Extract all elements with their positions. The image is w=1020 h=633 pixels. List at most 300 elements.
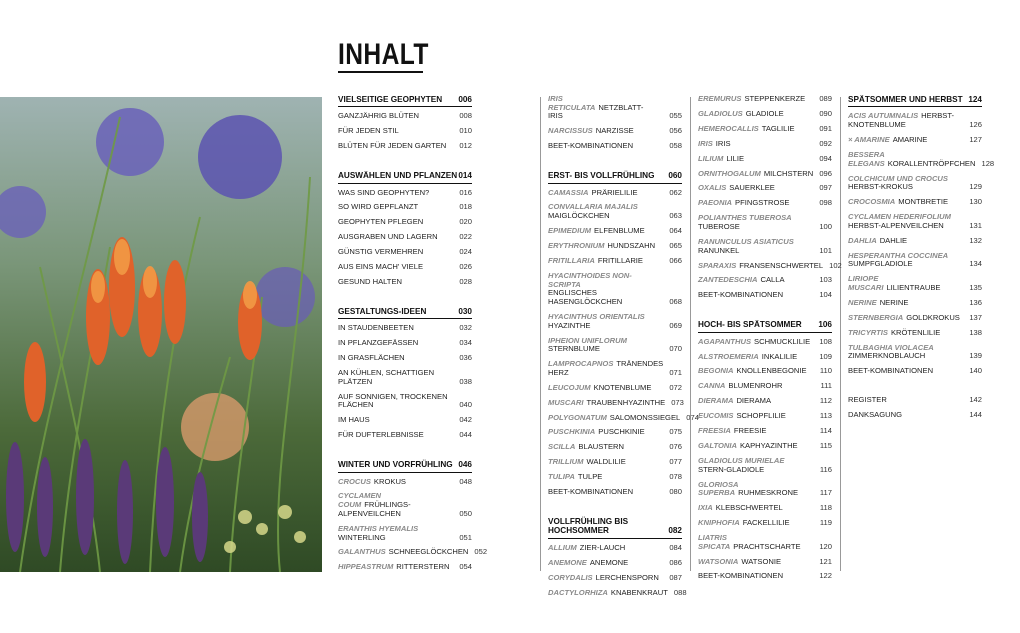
- toc-entry[interactable]: [338, 478, 472, 487]
- toc-entry[interactable]: [848, 299, 982, 308]
- toc-entry-latin-name: × AMARINE: [848, 135, 890, 145]
- toc-entry-text: [548, 313, 664, 330]
- toc-entry[interactable]: [548, 559, 682, 568]
- toc-entry[interactable]: [848, 112, 982, 129]
- toc-entry-latin-name: BESSERA ELEGANS: [848, 149, 885, 168]
- section-spacer: [698, 306, 832, 320]
- toc-entry[interactable]: [548, 203, 682, 220]
- toc-entry[interactable]: [698, 534, 832, 551]
- section-heading-page: 124: [968, 95, 982, 104]
- toc-entry[interactable]: [548, 360, 682, 377]
- toc-entry-name: STERNBLUME: [548, 344, 600, 354]
- toc-entry-page: 042: [459, 415, 472, 425]
- toc-entry-text: [338, 278, 454, 287]
- section-spacer: [338, 157, 472, 171]
- toc-entry-latin-name: KNIPHOFIA: [698, 518, 740, 528]
- toc-entry-page: 028: [459, 277, 472, 286]
- toc-entry-name: SAUERKLEE: [729, 183, 775, 193]
- toc-entry[interactable]: [848, 213, 982, 230]
- toc-column-4: [848, 95, 995, 426]
- toc-entry-text: [338, 354, 454, 363]
- toc-entry-text: [698, 367, 814, 376]
- toc-entry[interactable]: [548, 384, 682, 393]
- toc-entry[interactable]: [338, 203, 472, 212]
- toc-entry-page: 116: [819, 464, 832, 474]
- toc-entry-name: SCHMUCKLILIE: [754, 336, 811, 346]
- toc-entry[interactable]: [848, 329, 982, 338]
- toc-entry[interactable]: [338, 563, 472, 572]
- toc-entry-name: FACKELLILIE: [742, 518, 790, 528]
- toc-entry-latin-name: WATSONIA: [698, 556, 739, 566]
- toc-entry[interactable]: [338, 492, 472, 518]
- toc-entry[interactable]: [698, 260, 842, 271]
- toc-entry-name: WINTERLING: [338, 532, 386, 542]
- toc-entry-text: [338, 478, 454, 487]
- toc-entry[interactable]: [338, 369, 472, 386]
- toc-entry-page: 100: [819, 221, 832, 231]
- toc-entry-name: BEET-KOMBINATIONEN: [698, 571, 784, 581]
- toc-entry-name: ELFENBLUME: [594, 226, 645, 236]
- section-heading[interactable]: [338, 171, 472, 183]
- toc-entry-text: [548, 589, 674, 598]
- toc-entry[interactable]: [698, 238, 832, 255]
- toc-entry-text: [698, 558, 814, 567]
- toc-entry[interactable]: [698, 184, 832, 193]
- toc-entry[interactable]: [548, 227, 682, 236]
- section-heading-page: 046: [458, 460, 472, 470]
- toc-column-3: [698, 94, 842, 587]
- toc-entry-name: INKALILIE: [761, 351, 798, 361]
- toc-entry-text: [338, 525, 454, 542]
- toc-entry[interactable]: [698, 140, 832, 149]
- toc-entry-name: DAHLIE: [879, 235, 908, 245]
- toc-entry[interactable]: [338, 189, 472, 198]
- toc-entry-name: KAPHYAZINTHE: [739, 440, 798, 450]
- toc-entry[interactable]: [548, 189, 682, 198]
- toc-entry-name: PRÄRIELILIE: [591, 187, 638, 197]
- toc-entry-page: 044: [459, 430, 472, 440]
- toc-entry[interactable]: [338, 142, 472, 151]
- toc-entry-name: AUS EINS MACH' VIELE: [338, 262, 424, 272]
- toc-entry-name: KROKUS: [373, 476, 406, 486]
- toc-entry-text: [698, 338, 816, 347]
- toc-entry[interactable]: [548, 257, 682, 266]
- toc-entry-page: 034: [459, 338, 472, 348]
- toc-entry-name: TRÄNENDES HERZ: [548, 359, 664, 377]
- toc-entry[interactable]: [338, 248, 472, 257]
- toc-entry-text: [548, 384, 664, 393]
- toc-entry-text: [698, 155, 814, 164]
- section-heading-label: VOLLFRÜHLING BIS HOCHSOMMER: [548, 517, 629, 536]
- toc-entry-text: [698, 382, 814, 391]
- column-divider: [840, 97, 841, 571]
- toc-entry-text: [698, 412, 814, 421]
- toc-entry-name: AN KÜHLEN, SCHATTIGEN PLÄTZEN: [338, 368, 435, 386]
- toc-entry-name: GESUND HALTEN: [338, 277, 402, 286]
- toc-entry-text: [848, 367, 964, 376]
- toc-entry[interactable]: [338, 525, 472, 542]
- toc-entry-page: 097: [819, 183, 832, 193]
- toc-entry[interactable]: [338, 127, 472, 136]
- toc-entry-text: [338, 112, 454, 121]
- toc-entry-page: 048: [459, 476, 472, 486]
- toc-entry[interactable]: [548, 337, 682, 354]
- toc-entry-page: 118: [819, 503, 832, 513]
- toc-entry[interactable]: [848, 237, 982, 246]
- toc-entry[interactable]: [698, 338, 832, 347]
- toc-entry-text: [548, 414, 686, 423]
- toc-entry-latin-name: CROCUS: [338, 476, 371, 486]
- toc-entry-page: 073: [671, 397, 684, 407]
- toc-entry-name: GÜNSTIG VERMEHREN: [338, 247, 424, 257]
- toc-entry-page: 032: [459, 323, 472, 333]
- toc-entry-name: STEPPENKERZE: [744, 94, 806, 103]
- toc-entry-name: SALOMONSSIEGEL: [609, 412, 681, 422]
- toc-entry-page: 080: [669, 487, 682, 497]
- toc-entry-page: 098: [819, 198, 832, 208]
- toc-entry-page: 122: [819, 571, 832, 581]
- toc-entry-text: [338, 142, 454, 151]
- toc-entry-page: 051: [459, 532, 472, 542]
- toc-entry[interactable]: [698, 504, 832, 513]
- toc-entry-text: [548, 227, 664, 236]
- column-divider: [540, 97, 541, 571]
- toc-entry[interactable]: [848, 314, 982, 323]
- toc-entry-page: 040: [459, 400, 472, 410]
- toc-entry-name: NETZBLATT-IRIS: [548, 102, 644, 121]
- toc-entry-page: 050: [459, 508, 472, 518]
- toc-entry-page: 010: [459, 126, 472, 136]
- toc-entry-text: [548, 488, 664, 497]
- toc-entry[interactable]: [848, 275, 982, 292]
- toc-entry-text: [338, 324, 454, 333]
- toc-entry[interactable]: [698, 276, 832, 285]
- toc-entry-latin-name: HESPERANTHA COCCINEA: [848, 250, 949, 260]
- page-title: INHALT: [338, 38, 429, 71]
- toc-entry-page: 078: [669, 472, 682, 482]
- toc-entry-name: ZIMMERKNOBLAUCH: [848, 351, 926, 361]
- toc-entry[interactable]: [698, 125, 832, 134]
- toc-entry-text: [338, 189, 454, 198]
- toc-entry-name: LILIE: [726, 153, 745, 163]
- toc-entry[interactable]: [548, 399, 682, 408]
- section-heading[interactable]: [698, 320, 832, 332]
- toc-entry[interactable]: [338, 431, 472, 440]
- toc-entry[interactable]: [548, 574, 682, 583]
- toc-entry-text: [338, 548, 474, 557]
- toc-entry-name: MAIGLÖCKCHEN: [548, 211, 610, 221]
- toc-entry-name: ANEMONE: [589, 557, 629, 567]
- toc-entry[interactable]: [698, 412, 832, 421]
- toc-entry-name: HERBST-KNOTENBLUME: [848, 111, 955, 130]
- toc-entry[interactable]: [848, 367, 982, 376]
- toc-entry[interactable]: [548, 127, 682, 136]
- toc-entry-page: 090: [819, 108, 832, 118]
- toc-entry[interactable]: [338, 354, 472, 363]
- toc-entry[interactable]: [338, 393, 472, 410]
- toc-entry[interactable]: [548, 313, 682, 330]
- toc-entry[interactable]: [338, 416, 472, 425]
- toc-entry[interactable]: [338, 339, 472, 348]
- toc-entry-latin-name: TRILLIUM: [548, 457, 584, 467]
- toc-entry-page: 018: [459, 202, 472, 212]
- toc-entry-text: [548, 142, 664, 151]
- toc-entry[interactable]: [548, 242, 682, 251]
- toc-entry-page: 077: [669, 457, 682, 467]
- toc-entry[interactable]: [548, 95, 682, 121]
- toc-entry-text: [698, 291, 814, 300]
- toc-entry[interactable]: [548, 458, 682, 467]
- toc-entry-latin-name: IRIS: [698, 138, 713, 148]
- toc-entry[interactable]: [698, 353, 832, 362]
- toc-entry[interactable]: [698, 214, 832, 231]
- toc-entry-latin-name: CROCOSMIA: [848, 197, 896, 207]
- toc-entry-latin-name: DAHLIA: [848, 235, 877, 245]
- section-heading-page: 014: [458, 171, 472, 181]
- toc-entry-page: 054: [459, 562, 472, 572]
- toc-entry-text: [698, 457, 814, 474]
- toc-entry-latin-name: SCILLA: [548, 442, 576, 452]
- toc-entry-name: SCHOPFLILIE: [736, 411, 786, 421]
- toc-entry-page: 058: [669, 141, 682, 151]
- toc-entry-text: [848, 314, 966, 323]
- toc-entry-page: 120: [819, 541, 832, 551]
- toc-entry-page: 131: [969, 220, 982, 230]
- toc-entry-page: 092: [819, 138, 832, 148]
- toc-entry-page: 113: [819, 411, 832, 421]
- toc-entry-text: [338, 248, 454, 257]
- toc-entry[interactable]: [698, 442, 832, 451]
- toc-entry-name: HERBST-KROKUS: [848, 182, 913, 192]
- toc-entry-latin-name: DIERAMA: [698, 396, 734, 406]
- toc-entry[interactable]: [698, 170, 832, 179]
- toc-entry-latin-name: POLIANTHES TUBEROSA: [698, 213, 792, 223]
- toc-entry-page: 056: [669, 126, 682, 136]
- toc-entry-text: [698, 199, 814, 208]
- toc-entry[interactable]: [698, 558, 832, 567]
- toc-entry-text: [698, 184, 814, 193]
- section-heading[interactable]: [548, 171, 682, 183]
- toc-entry-page: 071: [669, 367, 682, 377]
- toc-entry[interactable]: [548, 544, 682, 553]
- toc-entry[interactable]: [848, 344, 982, 361]
- toc-entry[interactable]: [548, 587, 687, 598]
- toc-entry-text: [698, 95, 814, 104]
- toc-entry-name: FÜR JEDEN STIL: [338, 126, 399, 136]
- toc-entry-text: [338, 233, 454, 242]
- toc-entry[interactable]: [848, 252, 982, 269]
- toc-entry-text: [848, 252, 964, 269]
- toc-entry[interactable]: [548, 443, 682, 452]
- toc-entry-page: 117: [819, 488, 832, 498]
- toc-entry-page: 128: [981, 158, 995, 168]
- toc-entry-page: 132: [969, 235, 982, 245]
- toc-entry-page: 119: [819, 518, 832, 528]
- toc-entry-latin-name: CANNA: [698, 381, 726, 391]
- section-heading[interactable]: [338, 307, 472, 319]
- toc-entry-text: [548, 257, 664, 266]
- toc-entry-latin-name: HYACINTHOIDES NON-SCRIPTA: [548, 270, 632, 289]
- toc-entry-name: WALDLILIE: [586, 457, 626, 467]
- toc-entry-text: [548, 399, 671, 408]
- toc-entry[interactable]: [698, 457, 832, 474]
- toc-entry-text: [698, 504, 814, 513]
- toc-entry-page: 074: [686, 412, 699, 422]
- toc-entry-latin-name: ALSTROEMERIA: [698, 351, 759, 361]
- toc-entry-latin-name: ERANTHIS HYEMALIS: [338, 523, 419, 533]
- toc-entry-text: [548, 337, 664, 354]
- toc-entry-text: [548, 574, 665, 583]
- toc-entry[interactable]: [338, 112, 472, 121]
- toc-entry-page: 101: [819, 245, 832, 255]
- toc-entry-page: 129: [969, 182, 982, 192]
- toc-entry[interactable]: [848, 411, 982, 420]
- toc-entry-page: 020: [459, 217, 472, 227]
- toc-entry[interactable]: [338, 233, 472, 242]
- toc-entry-text: [548, 360, 669, 377]
- toc-entry-text: [338, 218, 454, 227]
- toc-entry[interactable]: [338, 278, 472, 287]
- toc-entry[interactable]: [548, 473, 682, 482]
- toc-entry-name: BLAUSTERN: [578, 442, 624, 452]
- toc-entry[interactable]: [548, 428, 682, 437]
- toc-entry[interactable]: [548, 272, 682, 307]
- toc-entry-name: PFINGSTROSE: [735, 198, 790, 208]
- toc-entry-name: FRANSENSCHWERTEL: [739, 260, 824, 270]
- toc-entry-name: SCHNEEGLÖCKCHEN: [388, 547, 469, 557]
- toc-entry-latin-name: ACIS AUTUMNALIS: [848, 111, 919, 121]
- toc-entry-name: WATSONIE: [741, 556, 782, 566]
- toc-entry[interactable]: [848, 175, 982, 192]
- toc-entry-text: [698, 110, 814, 119]
- toc-entry-text: [848, 112, 964, 129]
- toc-entry-name: NERINE: [879, 297, 909, 307]
- section-heading-label: GESTALTUNGS-IDEEN: [338, 306, 427, 316]
- toc-entry-text: [338, 492, 454, 518]
- toc-entry-page: 137: [969, 312, 982, 322]
- toc-entry[interactable]: [698, 95, 832, 104]
- toc-entry[interactable]: [698, 572, 832, 581]
- toc-entry[interactable]: [848, 149, 995, 168]
- toc-entry-text: [848, 213, 964, 230]
- toc-entry[interactable]: [548, 412, 699, 423]
- toc-entry-latin-name: LEUCOJUM: [548, 382, 591, 392]
- toc-entry[interactable]: [698, 199, 832, 208]
- section-heading[interactable]: [548, 517, 682, 539]
- toc-entry[interactable]: [848, 198, 982, 207]
- toc-entry-text: [338, 339, 454, 348]
- toc-entry-text: [848, 275, 964, 292]
- toc-entry-latin-name: ERYTHRONIUM: [548, 241, 605, 251]
- toc-entry-name: HYAZINTHE: [548, 320, 591, 330]
- toc-entry-page: 087: [669, 572, 682, 582]
- toc-entry[interactable]: [698, 110, 832, 119]
- toc-entry-page: 103: [819, 275, 832, 285]
- toc-entry[interactable]: [698, 382, 832, 391]
- toc-entry-latin-name: ANEMONE: [548, 557, 587, 567]
- toc-entry-text: [848, 299, 964, 308]
- toc-entry-text: [338, 563, 455, 572]
- toc-entry-page: 138: [969, 327, 982, 337]
- section-heading-page: 060: [668, 171, 682, 181]
- toc-entry[interactable]: [698, 397, 832, 406]
- toc-entry[interactable]: [338, 547, 488, 557]
- toc-entry-name: FREESIE: [733, 426, 767, 436]
- toc-entry[interactable]: [848, 136, 982, 145]
- toc-entry-name: BEET-KOMBINATIONEN: [698, 290, 784, 300]
- toc-entry-name: ZIER-LAUCH: [579, 542, 626, 552]
- toc-entry-text: [698, 481, 814, 498]
- toc-column-1: [338, 95, 488, 578]
- toc-entry-name: IM HAUS: [338, 415, 370, 425]
- toc-entry[interactable]: [698, 367, 832, 376]
- toc-entry-latin-name: TRICYRTIS: [848, 327, 888, 337]
- toc-entry-latin-name: CYCLAMEN COUM: [338, 491, 382, 510]
- toc-entry-latin-name: EUCOMIS: [698, 411, 734, 421]
- section-spacer: [848, 382, 982, 396]
- toc-entry-name: KLEBSCHWERTEL: [715, 503, 783, 513]
- toc-entry-latin-name: LIRIOPE MUSCARI: [848, 274, 884, 292]
- toc-entry-latin-name: LILIUM: [698, 153, 724, 163]
- toc-entry-page: 142: [969, 395, 982, 405]
- toc-entry[interactable]: [548, 142, 682, 151]
- toc-entry-latin-name: LAMPROCAPNOS: [548, 359, 614, 369]
- toc-entry-page: 008: [459, 111, 472, 121]
- toc-entry-latin-name: AGAPANTHUS: [698, 336, 752, 346]
- toc-entry-page: 104: [819, 290, 832, 300]
- toc-entry[interactable]: [548, 488, 682, 497]
- toc-entry-name: IRIS: [715, 138, 731, 148]
- toc-entry-page: 068: [669, 296, 682, 306]
- toc-entry-page: 096: [819, 168, 832, 178]
- toc-entry[interactable]: [698, 155, 832, 164]
- toc-entry-name: LERCHENSPORN: [595, 572, 659, 582]
- toc-entry-latin-name: ALLIUM: [548, 542, 577, 552]
- toc-entry[interactable]: [848, 396, 982, 405]
- toc-entry-latin-name: HEMEROCALLIS: [698, 123, 759, 133]
- toc-entry[interactable]: [338, 324, 472, 333]
- toc-entry-page: 022: [459, 232, 472, 242]
- section-heading[interactable]: [338, 460, 472, 472]
- toc-entry-page: 127: [969, 135, 982, 145]
- toc-entry[interactable]: [338, 218, 472, 227]
- toc-entry-latin-name: GLORIOSA SUPERBA: [698, 479, 739, 498]
- toc-entry[interactable]: [698, 291, 832, 300]
- section-heading-page: 106: [818, 320, 832, 330]
- toc-entry-text: [698, 140, 814, 149]
- section-spacer: [338, 293, 472, 307]
- section-heading-label: AUSWÄHLEN UND PFLANZEN: [338, 171, 458, 181]
- section-heading-label: WINTER UND VORFRÜHLING: [338, 460, 453, 470]
- toc-entry-text: [548, 473, 664, 482]
- toc-entry-text: [548, 95, 664, 121]
- toc-entry-latin-name: IPHEION UNIFLORUM: [548, 335, 627, 345]
- toc-entry-name: DIERAMA: [736, 396, 772, 406]
- section-heading[interactable]: [848, 95, 982, 107]
- toc-entry-latin-name: COLCHICUM UND CROCUS: [848, 173, 948, 183]
- toc-entry-name: AMARINE: [892, 135, 928, 145]
- toc-entry-name: RANUNKEL: [698, 245, 740, 255]
- toc-entry-name: BEET-KOMBINATIONEN: [548, 141, 634, 151]
- toc-entry[interactable]: [698, 481, 832, 498]
- section-heading[interactable]: [338, 95, 472, 107]
- toc-entry-name: TRAUBENHYAZINTHE: [586, 397, 666, 407]
- toc-entry[interactable]: [338, 263, 472, 272]
- toc-entry[interactable]: [698, 519, 832, 528]
- toc-entry-text: [338, 203, 454, 212]
- toc-entry[interactable]: [698, 427, 832, 436]
- toc-entry-text: [338, 416, 454, 425]
